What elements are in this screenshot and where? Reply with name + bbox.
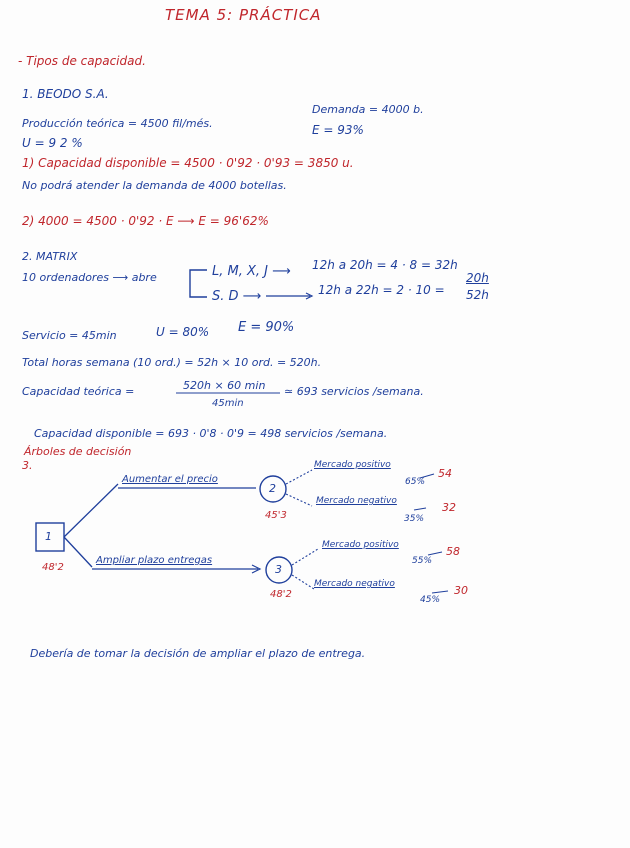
chance-node-2-label: 2 [269,482,276,495]
n3-pos-line [292,549,318,565]
chance-node-3-value: 48'2 [270,589,292,600]
n3-pos-label: Mercado positivo [322,540,399,550]
branch-weekdays-hours: 12h a 20h = 4 · 8 = 32h [312,258,458,272]
root-node-label: 1 [45,530,52,543]
branch-weekdays-label: L, M, X, J ⟶ [212,264,291,279]
chance-node-3-label: 3 [275,563,282,576]
branch-weekend-label: S. D ⟶ [212,289,262,304]
s2-utilizacion: U = 80% [156,325,210,339]
s1-eficiencia: E = 93% [312,123,364,137]
n2-pos-value: 54 [438,467,452,480]
bracket [190,270,207,297]
s1-capacidad: 1) Capacidad disponible = 4500 · 0'92 · 0'93 = 3850 u. [22,156,354,170]
root-value: 48'2 [42,562,64,573]
section3-number: 3. [22,459,33,472]
frac-top: 20h [466,271,489,285]
n3-neg-label: Mercado negativo [314,579,395,589]
n3-pos-prob: 55% [412,556,433,566]
cap-teorica-den: 45min [212,398,244,409]
section3-heading: Árboles de decisión [24,445,132,458]
n2-pos-line [286,470,312,484]
cap-teorica-label: Capacidad teórica = [22,385,135,398]
n2-neg-value: 32 [442,501,456,514]
section2-heading: 2. MATRIX [22,250,78,263]
n3-neg-value: 30 [454,584,468,597]
subtitle: - Tipos de capacidad. [18,54,146,68]
n2-pos-label: Mercado positivo [314,460,391,470]
cap-teorica-result: ≃ 693 servicios /semana. [284,385,424,398]
n2-neg-arrow [414,508,426,510]
s1-calc2: 2) 4000 = 4500 · 0'92 · E ⟶ E = 96'62% [22,214,269,228]
branch-top-line [64,484,118,537]
s1-demanda: Demanda = 4000 b. [312,103,424,116]
n3-pos-value: 58 [446,545,460,558]
frac-bottom: 52h [466,288,489,302]
total-horas: Total horas semana (10 ord.) = 52h × 10 ord. = 520h. [22,356,322,369]
cap-disponible: Capacidad disponible = 693 · 0'8 · 0'9 = 498 servicios /semana. [34,427,388,440]
n3-neg-arrow [432,591,448,593]
branch-bottom-line [64,537,92,567]
s1-note: No podrá atender la demanda de 4000 botellas. [22,179,287,192]
n3-pos-arrow [428,552,442,555]
s1-utilizacion: U = 9 2 % [22,136,83,150]
servicio: Servicio = 45min [22,329,117,342]
section1-heading: 1. BEODO S.A. [22,87,109,101]
n2-pos-prob: 65% [405,477,426,487]
n2-neg-prob: 35% [404,514,425,524]
page-title: TEMA 5: PRÁCTICA [165,6,322,24]
prod-teorica: Producción teórica = 4500 fil/més. [22,117,213,130]
s2-eficiencia: E = 90% [238,320,295,335]
n3-neg-prob: 45% [420,595,441,605]
n3-neg-line [292,575,314,589]
branch-top-label: Aumentar el precio [122,474,218,485]
conclusion: Debería de tomar la decisión de ampliar el plazo de entrega. [30,647,366,660]
chance-node-2-value: 45'3 [265,510,287,521]
n2-neg-line [286,494,312,506]
ordenadores: 10 ordenadores ⟶ abre [22,271,157,284]
cap-teorica-num: 520h × 60 min [183,379,266,392]
branch-weekend-hours: 12h a 22h = 2 · 10 = [318,283,445,297]
branch-bottom-label: Ampliar plazo entregas [96,555,213,566]
n2-neg-label: Mercado negativo [316,496,397,506]
